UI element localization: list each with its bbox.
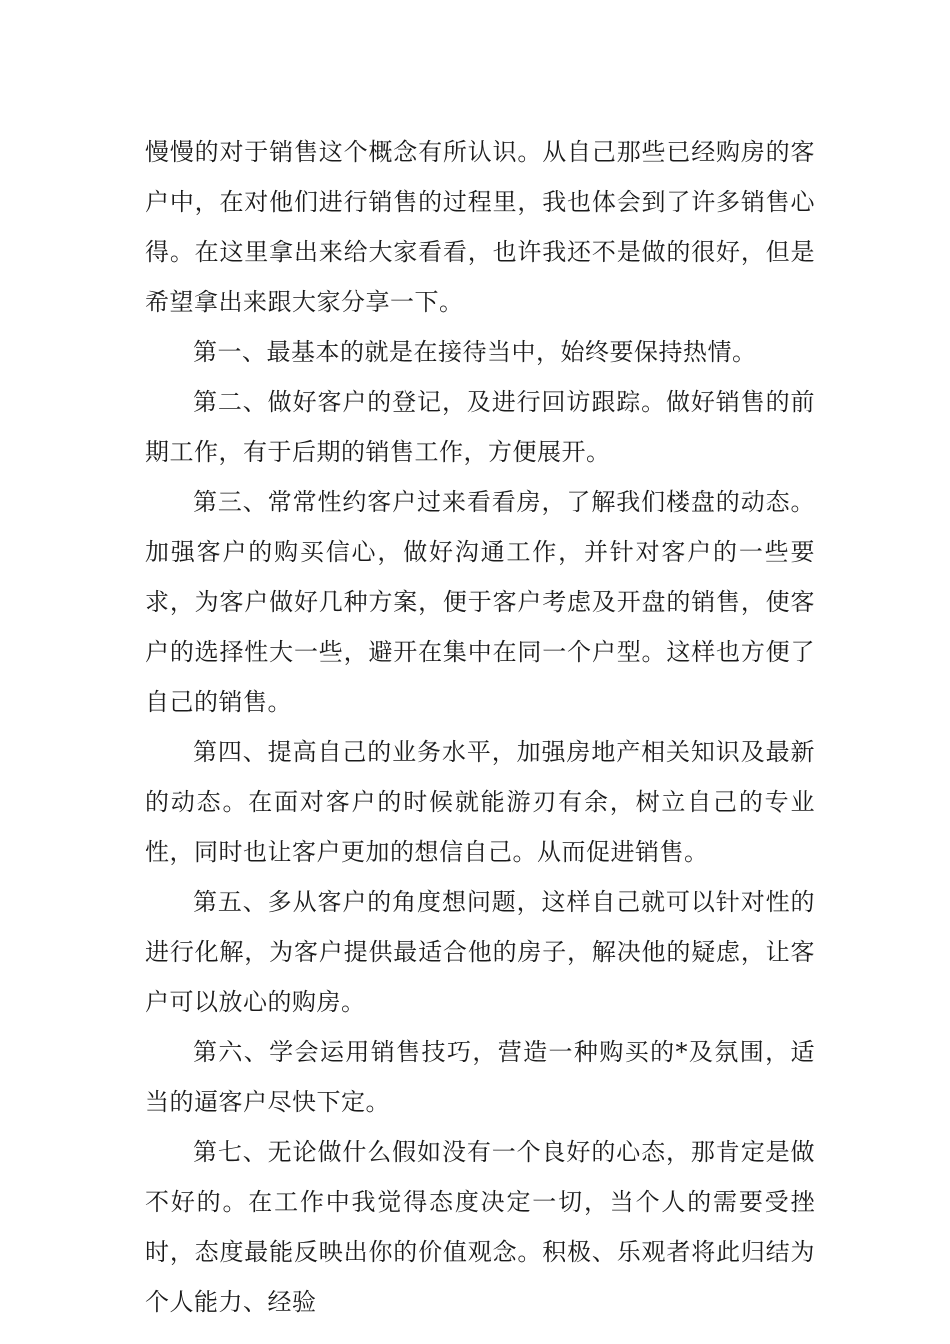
paragraph-point-1: 第一、最基本的就是在接待当中，始终要保持热情。 bbox=[193, 338, 757, 366]
paragraph-point-2: 第二、做好客户的登记，及进行回访跟踪。做好销售的前期工作，有于后期的销售工作，方便展开。 bbox=[145, 388, 815, 466]
paragraph-point-4: 第四、提高自己的业务水平，加强房地产相关知识及最新的动态。在面对客户的时候就能游刃有余，树立自己的专业性，同时也让客户更加的想信自己。从而促进销售。 bbox=[145, 738, 815, 866]
paragraph-point-6: 第六、学会运用销售技巧，营造一种购买的*及氛围，适当的逼客户尽快下定。 bbox=[145, 1038, 815, 1116]
paragraph-point-3: 第三、常常性约客户过来看看房，了解我们楼盘的动态。加强客户的购买信心，做好沟通工作，并针对客户的一些要求，为客户做好几种方案，便于客户考虑及开盘的销售，使客户的选择性大一些，避开在集中在同一个户型。这样也方便了自己的销售。 bbox=[145, 488, 815, 716]
paragraph-point-7: 第七、无论做什么假如没有一个良好的心态，那肯定是做不好的。在工作中我觉得态度决定一切，当个人的需要受挫时，态度最能反映出你的价值观念。积极、乐观者将此归结为个人能力、经验 bbox=[145, 1138, 815, 1316]
paragraph-point-5: 第五、多从客户的角度想问题，这样自己就可以针对性的进行化解，为客户提供最适合他的房子，解决他的疑虑，让客户可以放心的购房。 bbox=[145, 888, 815, 1016]
document-body bbox=[145, 127, 815, 1327]
paragraph-intro: 慢慢的对于销售这个概念有所认识。从自己那些已经购房的客户中，在对他们进行销售的过程里，我也体会到了许多销售心得。在这里拿出来给大家看看，也许我还不是做的很好，但是希望拿出来跟大家分享一下。 bbox=[145, 138, 815, 316]
